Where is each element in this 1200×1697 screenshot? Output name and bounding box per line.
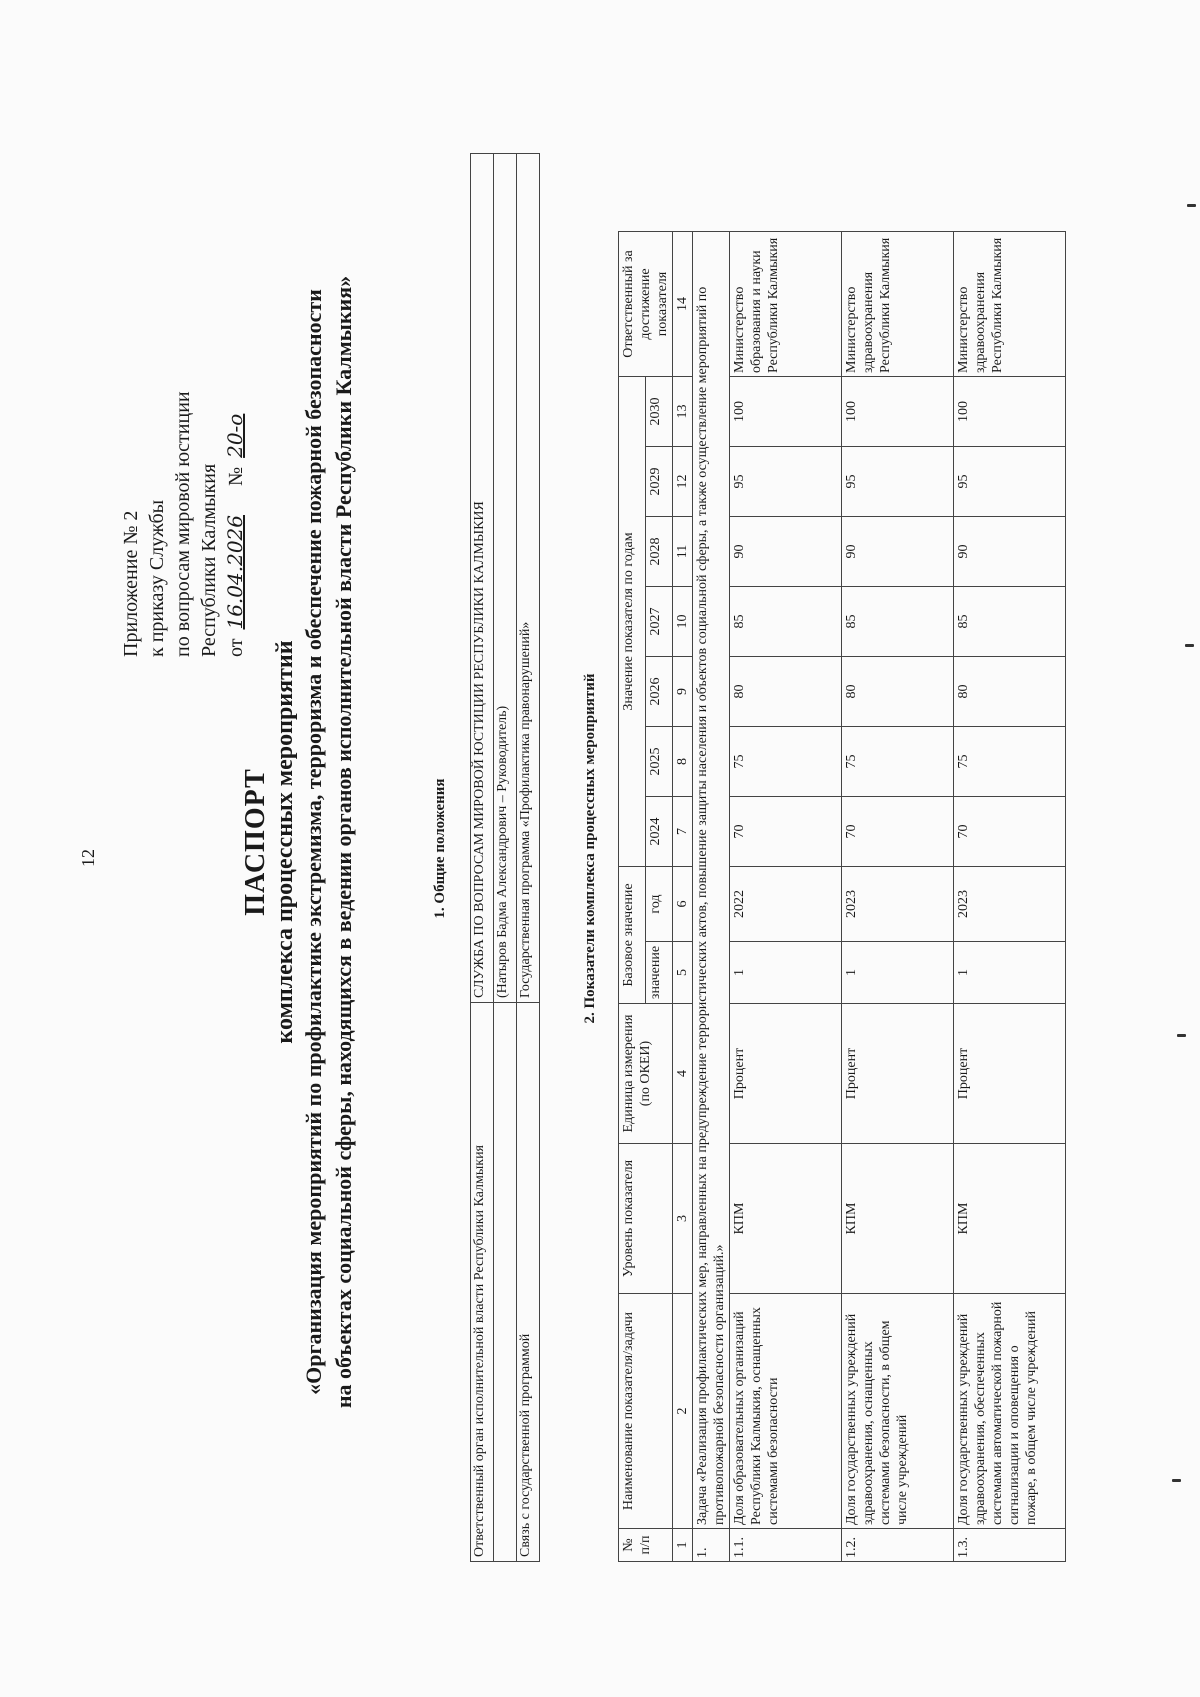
row-number: 1.2. [842, 1529, 954, 1562]
indicator-unit: Процент [954, 1004, 1066, 1144]
year-value: 85 [730, 587, 842, 657]
column-header: Ответственный за достижение показателя [619, 232, 673, 377]
year-header: 2027 [646, 587, 673, 657]
year-value: 95 [954, 447, 1066, 517]
year-value: 80 [730, 657, 842, 727]
column-number: 10 [673, 587, 693, 657]
column-number: 6 [673, 867, 693, 942]
column-header: Уровень показателя [619, 1144, 673, 1294]
year-value: 80 [842, 657, 954, 727]
column-number: 1 [673, 1529, 693, 1562]
document-title: ПАСПОРТ [240, 768, 271, 916]
column-header: № п/п [619, 1529, 673, 1562]
row-number: 1.1. [730, 1529, 842, 1562]
year-header: 2028 [646, 517, 673, 587]
indicator-name: Доля образовательных организаций Республики Калмыкия, оснащенных системами безопасности [730, 1294, 842, 1529]
program-title-line: на объектах социальной сферы, находящихся в ведении органов исполнительной власти Республики Калмыкия» [331, 275, 356, 1409]
handwritten-number: 20-о [223, 413, 247, 458]
year-value: 95 [842, 447, 954, 517]
base-year: 2022 [730, 867, 842, 942]
year-value: 70 [954, 797, 1066, 867]
table-row [494, 154, 517, 1562]
column-header: Значение показателя по годам [619, 377, 646, 867]
row-number: 1.3. [954, 1529, 1066, 1562]
appendix-block [118, 391, 249, 657]
year-header: 2024 [646, 797, 673, 867]
date-prefix: от [225, 638, 247, 657]
year-value: 90 [730, 517, 842, 587]
column-number: 14 [673, 232, 693, 377]
indicator-name: Доля государственных учреждений здравоохранения, обеспеченных системами автоматической пожарной сигнализации и оповещения о пожаре, в общем числе учреждений [954, 1294, 1066, 1529]
responsible-body: Министерство здравоохранения Республики Калмыкия [842, 232, 954, 377]
appendix-line: Республики Калмыкия [198, 463, 220, 657]
column-number: 8 [673, 727, 693, 797]
year-value: 100 [954, 377, 1066, 447]
column-header: значение [646, 942, 673, 1004]
year-value: 75 [842, 727, 954, 797]
table-cell: СЛУЖБА ПО ВОПРОСАМ МИРОВОЙ ЮСТИЦИИ РЕСПУБЛИКИ КАЛМЫКИЯ [471, 154, 494, 1003]
indicator-level: КПМ [842, 1144, 954, 1294]
table-header-row [619, 232, 646, 1562]
base-value: 1 [730, 942, 842, 1004]
number-prefix: № [225, 466, 247, 486]
task-number: 1. [693, 1529, 730, 1562]
page-number: 12 [78, 849, 98, 867]
scan-mark [1172, 1479, 1181, 1482]
scan-mark [1185, 644, 1194, 647]
table-row [842, 232, 954, 1562]
table-row [954, 232, 1066, 1562]
indicator-level: КПМ [730, 1144, 842, 1294]
indicator-level: КПМ [954, 1144, 1066, 1294]
indicator-unit: Процент [730, 1004, 842, 1144]
table-row [730, 232, 842, 1562]
year-value: 75 [730, 727, 842, 797]
table-cell: Государственная программа «Профилактика правонарушений» [517, 154, 540, 1003]
section-heading: 1. Общие положения [432, 778, 448, 919]
column-number: 11 [673, 517, 693, 587]
year-value: 75 [954, 727, 1066, 797]
indicator-unit: Процент [842, 1004, 954, 1144]
year-header: 2030 [646, 377, 673, 447]
column-number: 5 [673, 942, 693, 1004]
column-number-row [673, 232, 693, 1562]
year-value: 95 [730, 447, 842, 517]
year-value: 70 [730, 797, 842, 867]
section-heading: 2. Показатели комплекса процессных мероприятий [582, 673, 598, 1024]
year-value: 90 [954, 517, 1066, 587]
task-text: Задача «Реализация профилактических мер, направленных на предупреждение террористических актов, повышение защиты населения и объектов социальной сферы, а также осуществление мероприятий по противопожарной безопасности организаций.» [693, 232, 730, 1529]
column-header: год [646, 867, 673, 942]
column-number: 9 [673, 657, 693, 727]
scan-mark [1177, 1034, 1186, 1037]
responsible-body: Министерство образования и науки Республики Калмыкия [730, 232, 842, 377]
handwritten-date: 16.04.2026 [223, 515, 247, 630]
year-header: 2026 [646, 657, 673, 727]
year-header: 2029 [646, 447, 673, 517]
column-number: 3 [673, 1144, 693, 1294]
indicators-table [618, 231, 1066, 1562]
table-cell: Связь с государственной программой [517, 1003, 540, 1562]
column-number: 2 [673, 1294, 693, 1529]
table-cell: (Натыров Бадма Александрович – Руководитель) [494, 154, 517, 1003]
program-title-line: «Организация мероприятий по профилактике экстремизма, терроризма и обеспечение пожарной безопасности [301, 289, 326, 1395]
appendix-line: по вопросам мировой юстиции [172, 391, 194, 657]
year-value: 90 [842, 517, 954, 587]
base-year: 2023 [954, 867, 1066, 942]
year-value: 100 [730, 377, 842, 447]
column-number: 4 [673, 1004, 693, 1144]
appendix-line: Приложение № 2 [120, 510, 142, 657]
column-header: Наименование показателя/задачи [619, 1294, 673, 1529]
table-cell [494, 1003, 517, 1562]
column-number: 7 [673, 797, 693, 867]
responsible-body: Министерство здравоохранения Республики Калмыкия [954, 232, 1066, 377]
year-value: 70 [842, 797, 954, 867]
scan-mark [1187, 204, 1196, 207]
year-value: 85 [954, 587, 1066, 657]
column-number: 12 [673, 447, 693, 517]
column-number: 13 [673, 377, 693, 447]
table-row [471, 154, 494, 1562]
year-value: 100 [842, 377, 954, 447]
column-header: Единица измерения (по ОКЕИ) [619, 1004, 673, 1144]
indicator-name: Доля государственных учреждений здравоохранения, оснащенных системами безопасности, в общем числе учреждений [842, 1294, 954, 1529]
year-value: 85 [842, 587, 954, 657]
appendix-line: к приказу Службы [146, 499, 168, 657]
general-provisions-table [470, 153, 540, 1562]
column-header: Базовое значение [619, 867, 646, 1004]
table-cell: Ответственный орган исполнительной власти Республики Калмыкия [471, 1003, 494, 1562]
base-value: 1 [954, 942, 1066, 1004]
year-header: 2025 [646, 727, 673, 797]
table-row [517, 154, 540, 1562]
document-title-block [240, 147, 359, 1537]
document-subtitle: комплекса процессных мероприятий [272, 640, 298, 1044]
base-year: 2023 [842, 867, 954, 942]
year-value: 80 [954, 657, 1066, 727]
task-row [693, 232, 730, 1562]
base-value: 1 [842, 942, 954, 1004]
